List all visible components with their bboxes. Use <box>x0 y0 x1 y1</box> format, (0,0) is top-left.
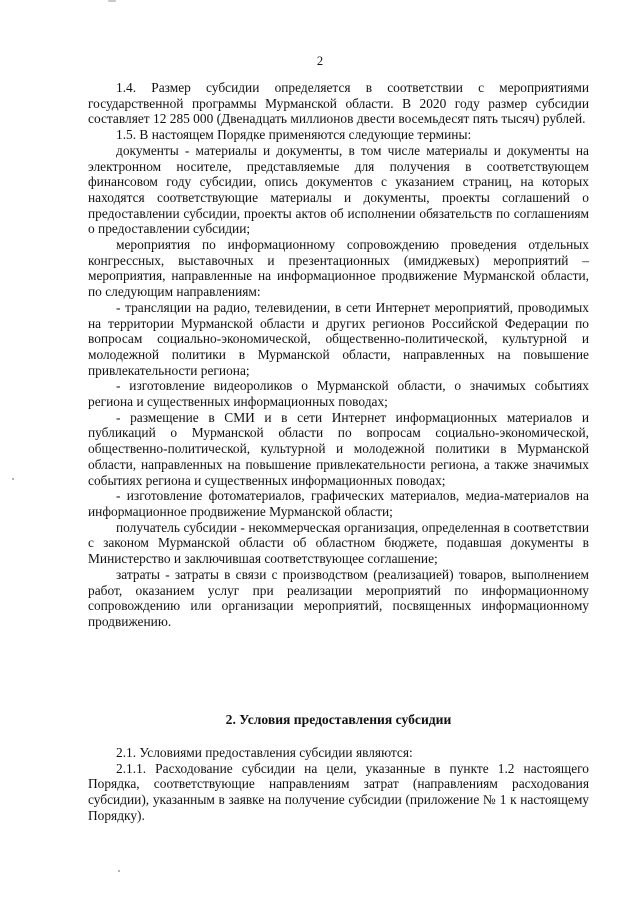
section-heading: 2. Условия предоставления субсидии <box>225 712 452 727</box>
paragraph-terms-intro: 1.5. В настоящем Порядке применяются следующие термины: <box>116 127 472 143</box>
scan-mark <box>108 0 116 2</box>
paragraph-term-costs: затраты - затраты в связи с производством (реализацией) товаров, выполнением работ, оказанием услуг при реализации мероприятий по информационному сопровождению или организации мероприятий, посвященных информационному продвижению. <box>88 566 589 629</box>
page-number: 2 <box>316 54 324 68</box>
paragraph-photo-materials: - изготовление фотоматериалов, графических материалов, медиа-материалов на информационное продвижение Мурманской области; <box>88 488 589 519</box>
paragraph-term-activities: мероприятия по информационному сопровождению проведения отдельных конгрессных, выставочных и презентационных (имиджевых) мероприятий – мероприятия, направленные на информационное продвижение Мурманской области, по следующим направлениям: <box>88 237 589 300</box>
paragraph-media-placement: - размещение в СМИ и в сети Интернет информационных материалов и публикаций о Мурманской области по вопросам социально-экономической, общественно-политической, культурной и молодежной политики в Мурманской области, направленных на повышение привлекательности региона, а также значимых событиях региона и существенных информационных поводах; <box>88 409 589 488</box>
paragraph-broadcasts: - трансляции на радио, телевидении, в сети Интернет мероприятий, проводимых на территории Мурманской области и других регионов Российской Федерации по вопросам социально-экономической, общественно-политической, культурной и молодежной политики в Мурманской области, направленных на повышение привлекательности региона; <box>88 299 589 378</box>
paragraph-term-documents: документы - материалы и документы, в том числе материалы и документы на электронном носителе, представляемые для получения в соответствующем финансовом году субсидии, опись документов с указанием страниц, на которых находятся соответствующие материалы и документы, проекты соглашений о предоставлении субсидии, проекты актов об исполнении обязательств по соглашениям о предоставлении субсидии; <box>88 142 589 237</box>
paragraph-videos: - изготовление видеороликов о Мурманской области, о значимых событиях региона и существенных информационных поводах; <box>88 378 589 410</box>
terms-section <box>88 80 589 630</box>
paragraph-conditions-intro: 2.1. Условиями предоставления субсидии являются: <box>116 745 413 760</box>
scan-mark <box>118 870 120 872</box>
paragraph-condition-2-1-1: 2.1.1. Расходование субсидии на цели, указанные в пункте 1.2 настоящего Порядка, соответствующие направлениям затрат (направлениям расходования субсидии), указанным в заявке на получение субсидии (приложение № 1 к настоящему Порядку). <box>88 760 589 823</box>
conditions-section <box>88 745 589 824</box>
paragraph-term-recipient: получатель субсидии - некоммерческая организация, определенная в соответствии с законом Мурманской области об областном бюджете, подавшая документы в Министерство и заключившая соответствующее соглашение; <box>88 519 589 567</box>
paragraph-subsidy-amount: 1.4. Размер субсидии определяется в соответствии с мероприятиями государственной программы Мурманской области. В 2020 году размер субсидии составляет 12 285 000 (Двенадцать миллионов двести восемьдесят пять тысяч) рублей. <box>88 80 589 127</box>
scan-mark <box>12 478 14 480</box>
